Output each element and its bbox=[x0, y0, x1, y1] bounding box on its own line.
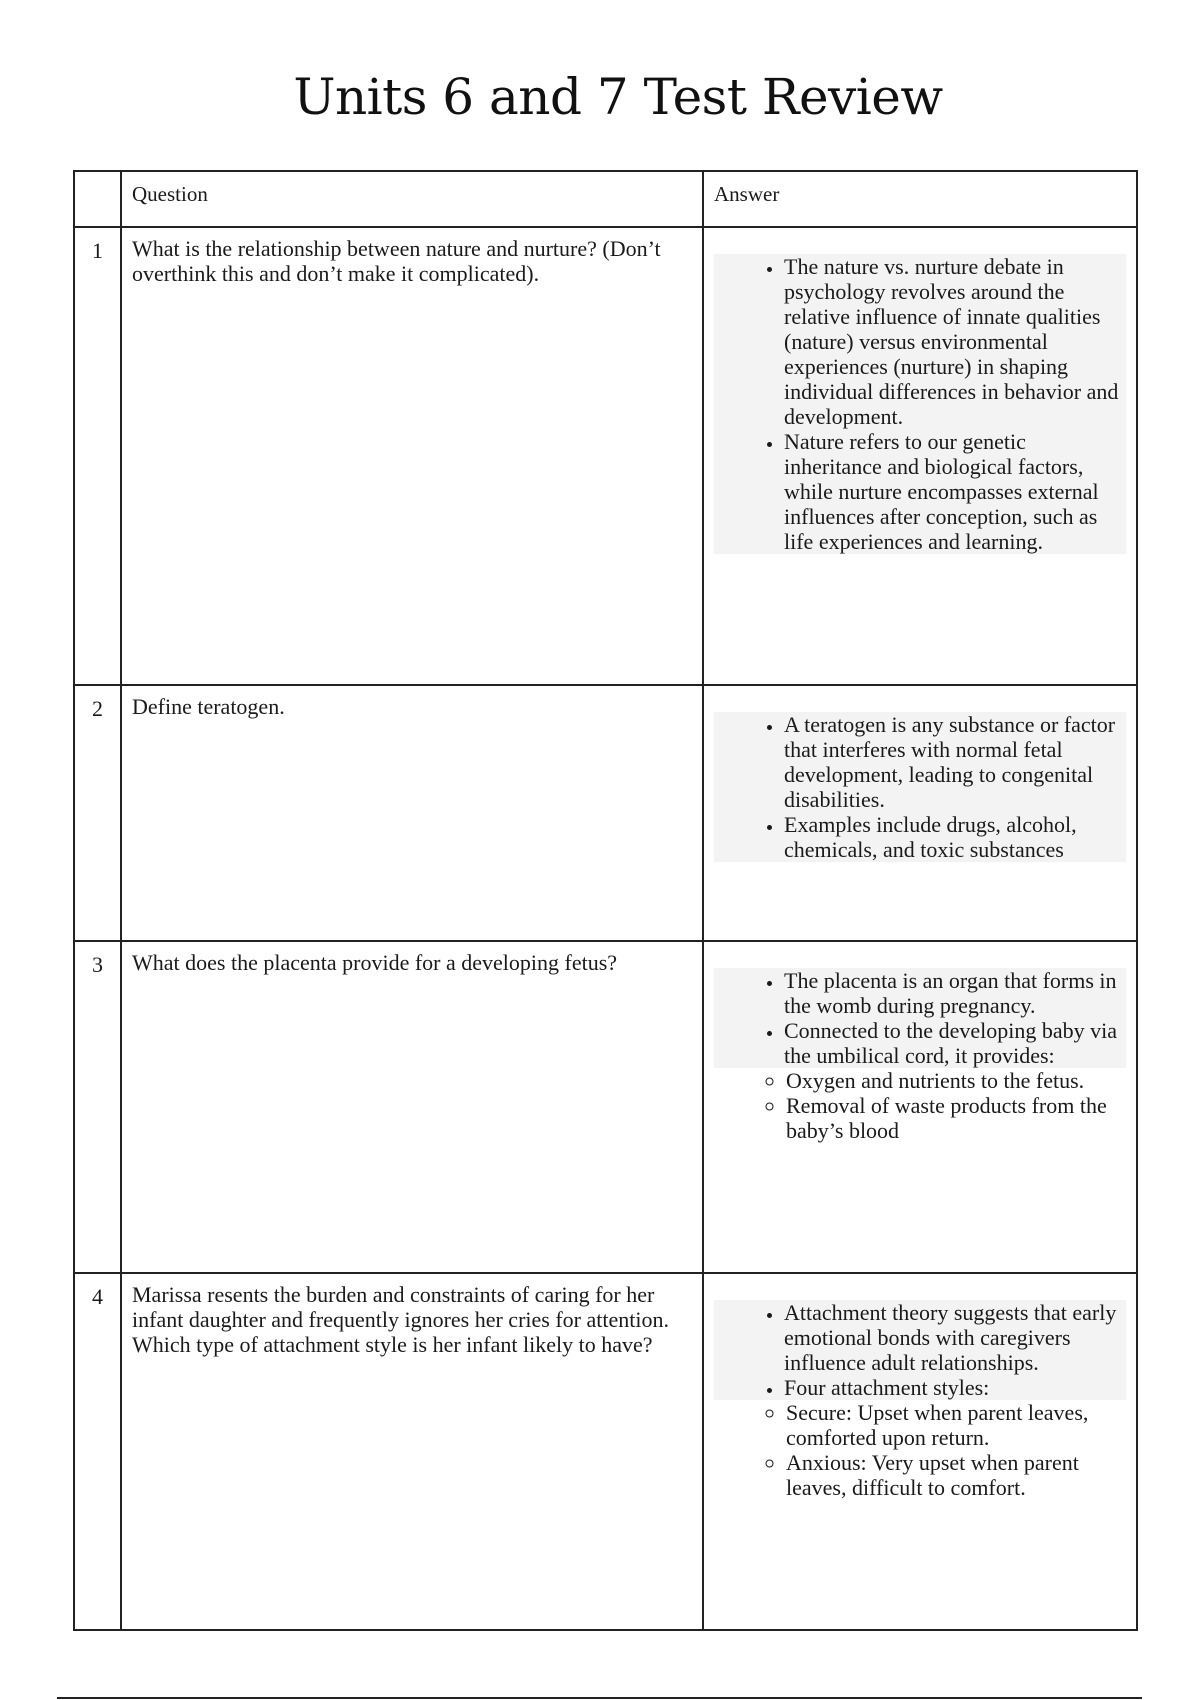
answer-sub-bullet: ◦ Removal of waste products from the baby’s blood bbox=[786, 1093, 1126, 1143]
answer-sub-bullet: ◦ Secure: Upset when parent leaves, comforted upon return. bbox=[786, 1400, 1126, 1450]
question-cell: Define teratogen. bbox=[121, 685, 703, 941]
answer-bullet: • Four attachment styles: bbox=[784, 1375, 1126, 1400]
answer-cell bbox=[703, 685, 1137, 941]
answer-bullet-list bbox=[714, 254, 1126, 554]
row-number: 3 bbox=[74, 941, 121, 1273]
header-number-cell bbox=[74, 171, 121, 227]
answer-bullet: • The nature vs. nurture debate in psychology revolves around the relative influence of innate qualities (nature) versus environmental experiences (nurture) in shaping individual differences in behavior and development. bbox=[784, 254, 1126, 429]
footer-divider bbox=[57, 1697, 1142, 1699]
row-number: 2 bbox=[74, 685, 121, 941]
table-row bbox=[74, 685, 1137, 941]
answer-bullet: • Nature refers to our genetic inheritance and biological factors, while nurture encompasses external influences after conception, such as life experiences and learning. bbox=[784, 429, 1126, 554]
page-title: Units 6 and 7 Test Review bbox=[293, 68, 943, 126]
answer-cell bbox=[703, 1273, 1137, 1630]
table-header-row bbox=[74, 171, 1137, 227]
answer-bullet: • A teratogen is any substance or factor that interferes with normal fetal development, leading to congenital disabilities. bbox=[784, 712, 1126, 812]
review-table bbox=[73, 170, 1138, 1631]
table-row bbox=[74, 941, 1137, 1273]
question-cell: What does the placenta provide for a developing fetus? bbox=[121, 941, 703, 1273]
answer-bullet: • Connected to the developing baby via the umbilical cord, it provides: bbox=[784, 1018, 1126, 1068]
answer-cell bbox=[703, 941, 1137, 1273]
answer-sub-bullet: ◦ Anxious: Very upset when parent leaves, difficult to comfort. bbox=[786, 1450, 1126, 1500]
answer-sub-bullet: ◦ Oxygen and nutrients to the fetus. bbox=[786, 1068, 1126, 1093]
row-number: 4 bbox=[74, 1273, 121, 1630]
table-row bbox=[74, 1273, 1137, 1630]
answer-sub-bullet-list bbox=[714, 1400, 1126, 1500]
row-number: 1 bbox=[74, 227, 121, 685]
answer-cell bbox=[703, 227, 1137, 685]
answer-bullet-list bbox=[714, 1300, 1126, 1400]
question-cell: Marissa resents the burden and constraints of caring for her infant daughter and frequently ignores her cries for attention. Which type of attachment style is her infant likely to have? bbox=[121, 1273, 703, 1630]
answer-bullet: • Examples include drugs, alcohol, chemicals, and toxic substances bbox=[784, 812, 1126, 862]
header-question-cell: Question bbox=[121, 171, 703, 227]
answer-bullet: • The placenta is an organ that forms in the womb during pregnancy. bbox=[784, 968, 1126, 1018]
header-answer-cell: Answer bbox=[703, 171, 1137, 227]
answer-sub-bullet-list bbox=[714, 1068, 1126, 1143]
answer-bullet-list bbox=[714, 712, 1126, 862]
question-cell: What is the relationship between nature and nurture? (Don’t overthink this and don’t make it complicated). bbox=[121, 227, 703, 685]
answer-bullet: • Attachment theory suggests that early emotional bonds with caregivers influence adult relationships. bbox=[784, 1300, 1126, 1375]
table-row bbox=[74, 227, 1137, 685]
answer-bullet-list bbox=[714, 968, 1126, 1068]
